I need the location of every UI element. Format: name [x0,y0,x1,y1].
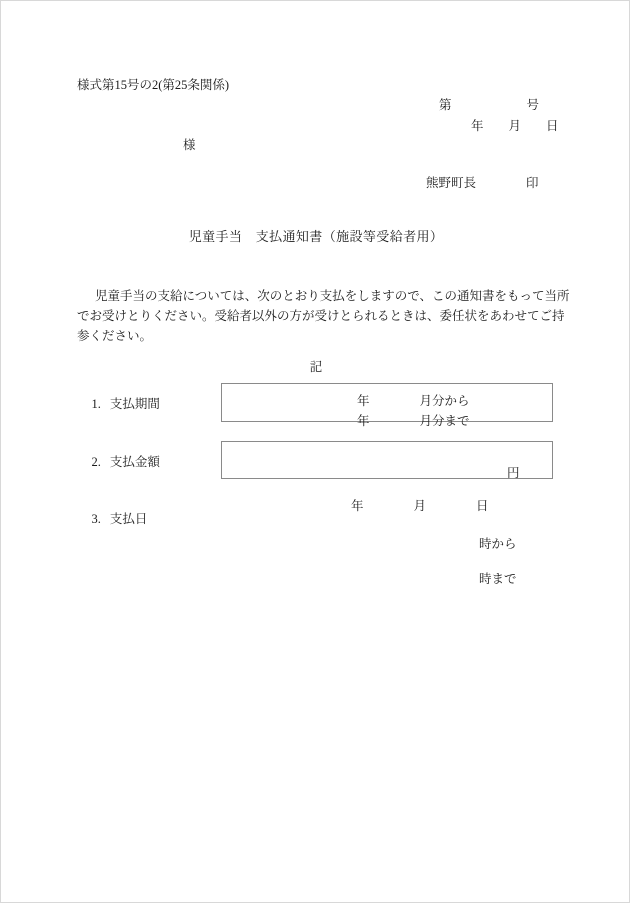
item-1-label [79,385,160,423]
item-3-text: 支払日 [109,511,148,526]
payment-date-line: 年 月 日 [351,499,489,513]
form-number: 様式第15号の2(第25条関係) [77,78,230,92]
item-2-label [79,443,160,481]
payment-period-from: 年 月分から [357,394,470,408]
item-2-number: 2. [91,454,101,469]
payment-period-to: 年 月分まで [357,414,470,428]
page-title: 児童手当 支払通知書（施設等受給者用） [188,229,444,244]
body-paragraph [77,286,570,346]
body-line-2: でお受けとりください。受給者以外の方が受けとられるときは、委任状をあわせてご持 [77,309,565,323]
payment-amount-box[interactable] [221,441,553,479]
ki-marker: 記 [309,360,323,374]
item-1-number: 1. [91,396,101,411]
item-1-text: 支払期間 [109,396,160,411]
item-3-number: 3. [91,511,101,526]
payment-period-box[interactable] [221,383,553,428]
document-number-line: 第 号 [439,98,540,112]
issuer-line: 熊野町長 印 [426,176,539,190]
payment-time-from: 時から [479,537,517,551]
item-3-label [79,500,147,538]
payment-time-to: 時まで [479,572,517,586]
body-line-3: 参ください。 [77,329,153,343]
addressee-honorific: 様 [183,138,196,152]
issue-date-line: 年 月 日 [471,119,559,133]
currency-unit-label: 円 [507,466,520,480]
item-2-text: 支払金額 [109,454,160,469]
body-line-1: 児童手当の支給については、次のとおり支払をしますので、この通知書をもって当所 [95,289,570,303]
